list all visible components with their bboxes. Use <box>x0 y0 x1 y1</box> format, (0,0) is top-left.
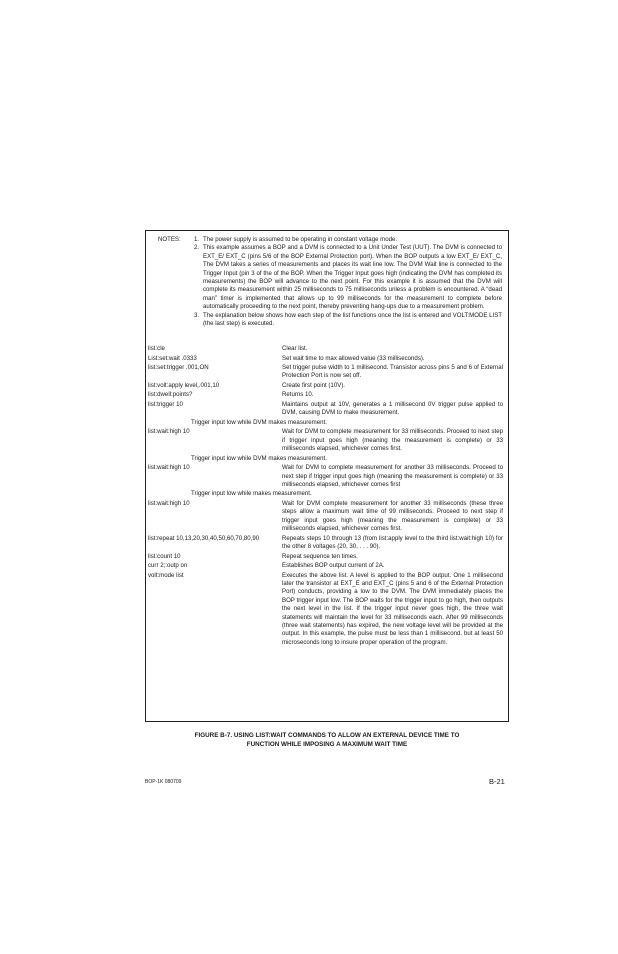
command-text: curr 2;:outp on <box>148 562 188 570</box>
figure-caption <box>150 731 504 749</box>
command-row <box>148 345 506 353</box>
command-row <box>148 355 506 363</box>
trigger-status-line: Trigger input low while makes measurement. <box>191 490 312 498</box>
command-description: Clear list. <box>282 345 308 352</box>
command-table <box>148 345 506 648</box>
command-text: list:cle <box>148 345 165 352</box>
command-row <box>148 464 506 489</box>
command-text: list:repeat 10,13,20,30,40,50,60,70,80,90 <box>148 534 260 542</box>
notes-label: NOTES: <box>158 236 181 243</box>
command-text: volt:mode list <box>148 571 184 579</box>
page-number: B-21 <box>489 777 505 786</box>
command-text: list:trigger 10 <box>148 400 183 408</box>
command-text: list:wait:high 10 <box>148 464 190 472</box>
command-description: Maintains output at 10V, generates a 1 millisecond 0V trigger pulse applied to DVM, causing DVM to make measurement. <box>282 400 503 417</box>
command-description: Establishes BOP output current of 2A. <box>282 562 385 570</box>
command-row <box>148 535 506 552</box>
command-row <box>148 401 506 418</box>
note-number: 3. <box>194 311 200 319</box>
trigger-status-line: Trigger input low while DVM makes measurement. <box>191 454 327 462</box>
command-row <box>148 500 506 534</box>
figure-frame <box>145 230 509 722</box>
command-description: Wait for DVM complete measurement for another 33 milliseconds (these three steps allow a maximum wait time of 99 milliseconds. Proceed to next step if trigger input goes high (meaning the measurement is complete) or 33 milliseconds elapsed, whichever comes first. <box>282 499 503 533</box>
command-description: Create first point (10V). <box>282 381 345 389</box>
note-item <box>154 244 502 311</box>
command-row <box>148 553 506 561</box>
command-row <box>148 572 506 648</box>
note-number: 2. <box>194 244 200 252</box>
document-id: BOP-1K 080709 <box>145 779 182 785</box>
note-text: The explanation below shows how each step of the list functions once the list is entered and VOLT:MODE LIST (the last step) is executed. <box>203 311 502 328</box>
command-description: Wait for DVM to complete measurement for 33 milliseconds. Proceed to next step if trigger input goes high (meaning the measurement is complete) or 33 milliseconds elapsed, whichever comes first. <box>282 428 503 453</box>
command-description: Set wait time to max allowed value (33 milliseconds). <box>282 354 425 362</box>
note-item <box>154 236 502 244</box>
command-description: Returns 10. <box>282 391 314 399</box>
trigger-status-line: Trigger input low while DVM makes measurement. <box>191 418 327 426</box>
command-text: list:count 10 <box>148 552 181 560</box>
command-text: list:volt:apply level,.001,10 <box>148 381 220 389</box>
caption-line-2: FUNCTION WHILE IMPOSING A MAXIMUM WAIT TIME <box>246 741 408 748</box>
command-row <box>148 364 506 381</box>
command-text: list:wait:high 10 <box>148 428 190 436</box>
note-text: This example assumes a BOP and a DVM is connected to a Unit Under Test (UUT). The DVM is connected to EXT_E/ EXT_C (pins 5/6 of the BOP External Protection port). When the BOP outputs a low EXT_E/ EXT_C, The DVM takes a series of measurements and places its wait line low. The DVM Wait line is connected to the Trigger Input (pin 3 of the of the BOP. When the Trigger Input goes high (indicating the DVM has completed its measurements) the BOP will advance to the next point. For this example it is assumed that the DVM will complete its measurement within 25 milliseconds to 75 milliseconds unless a problem is encountered. A “dead man” timer is implemented that allows up to 99 milliseconds for the measurement to complete before automatically proceeding to the next point, thereby preventing hang-ups due to a measurement problem. <box>203 244 502 311</box>
note-number: 1. <box>194 236 200 243</box>
caption-line-1: FIGURE B-7. USING LIST:WAIT COMMANDS TO ALLOW AN EXTERNAL DEVICE TIME TO <box>194 732 460 739</box>
command-description: Executes the above list. A level is applied to the BOP output. One 1 millisecond later the transistor at EXT_E and EXT_C (pins 5 and 6 of the External Protection Port) conducts, providing a low to the DVM. The DVM immediately places the BOP trigger input low. The BOP waits for the trigger input to go high, then outputs the next level in the list. If the trigger input never goes high, the three wait statements will maintain the level for 33 milliseconds each. After 99 milliseconds (three wait statements) has expired, the new voltage level will be provided at the output. In this example, the pulse must be less than 1 millisecond. but at least 50 microseconds long to insure proper operation of the program. <box>282 571 503 646</box>
command-description: Repeats steps 10 through 13 (from list:apply level to the third list:wait:high 10) for the other 8 voltages (20, 30, . . . 90). <box>282 534 503 551</box>
command-text: List:set:wait .0333 <box>148 354 197 362</box>
note-text: The power supply is assumed to be operating in constant voltage mode. <box>203 236 398 243</box>
note-item <box>154 312 502 329</box>
command-text: list:wait:high 10 <box>148 499 190 507</box>
notes-section <box>154 236 502 328</box>
command-row <box>148 562 506 570</box>
command-description: Wait for DVM to complete measurement for another 33 milliseconds. Proceed to next step if trigger input goes high (meaning the measurement is complete) or 33 milliseconds elapsed, whichever comes first <box>282 464 503 488</box>
command-row <box>148 382 506 390</box>
notes-list <box>154 236 502 328</box>
command-row <box>148 391 506 399</box>
command-text: list:dwell:points? <box>148 391 193 399</box>
command-description: Set trigger pulse width to 1 millisecond. Transistor across pins 5 and 6 of External Protection Port is now set off. <box>282 364 503 380</box>
command-description: Repeat sequence ten times. <box>282 552 358 560</box>
command-row <box>148 428 506 453</box>
command-text: list:set:trigger .001,ON <box>148 364 209 371</box>
